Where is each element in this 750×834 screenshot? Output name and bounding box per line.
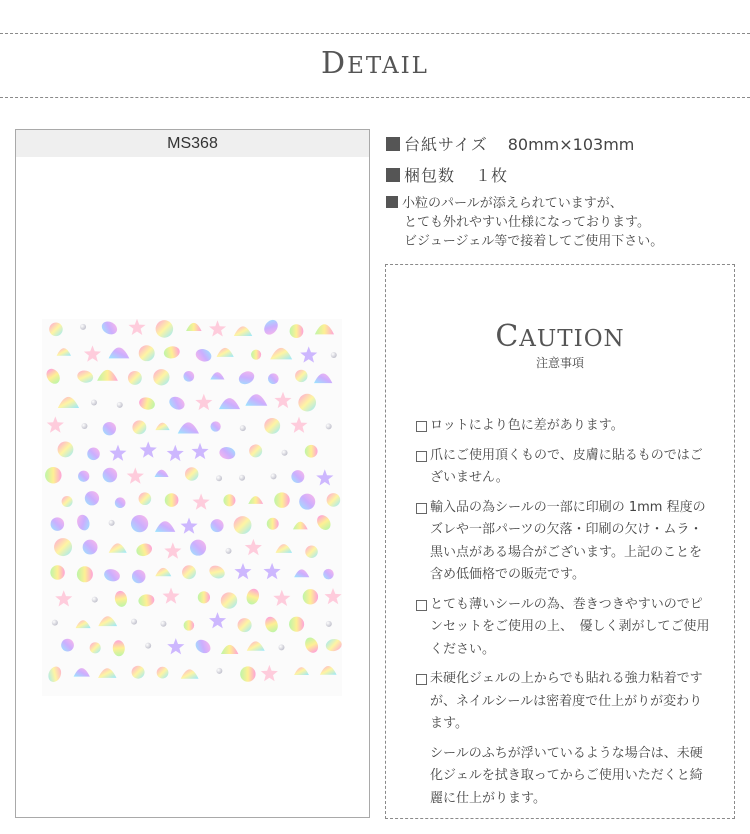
caution-item-text: ロットにより色に差があります。 (430, 418, 624, 433)
pearl-note (386, 194, 663, 251)
caution-item (416, 497, 711, 587)
checkbox-icon (416, 421, 427, 432)
square-bullet-icon (386, 196, 398, 208)
note-line: ビジュージェル等で接着してご使用下さい。 (404, 234, 664, 249)
bottom-divider (0, 97, 750, 98)
product-code: MS368 (16, 130, 369, 157)
square-bullet-icon (386, 168, 400, 182)
spec-size-label: 台紙サイズ (404, 135, 488, 154)
nail-sticker-sheet-image (42, 319, 342, 696)
caution-item (416, 668, 711, 736)
checkbox-icon (416, 503, 427, 514)
section-title-initial: D (321, 46, 348, 81)
checkbox-icon (416, 451, 427, 462)
spec-quantity (386, 163, 507, 186)
product-image-panel (15, 129, 370, 818)
section-title-rest: ETAIL (347, 53, 429, 79)
caution-extra: シールのふちが浮いているような場合は、未硬化ジェルを拭き取ってからご使用いただくと綺麗に仕上がります。 (430, 745, 703, 806)
checkbox-icon (416, 674, 427, 685)
seashell-stickers-illustration (42, 319, 342, 696)
note-line: とても外れやすい仕様になっております。 (404, 215, 650, 230)
caution-subtitle: 注意事項 (535, 356, 584, 370)
spec-quantity-label: 梱包数 (404, 166, 456, 185)
spec-quantity-value: １枚 (475, 166, 508, 185)
caution-box (385, 264, 735, 819)
caution-title-rest: AUTION (519, 326, 625, 352)
caution-list (416, 415, 711, 817)
caution-item (416, 415, 711, 438)
caution-item (416, 594, 711, 662)
caution-item-text: 未硬化ジェルの上からでも貼れる強力粘着ですが、ネイルシールは密着度で仕上がりが変わります。 (430, 671, 703, 731)
spec-size-value: 80mm×103mm (507, 135, 635, 154)
caution-item-text: 爪にご使用頂くもので、皮膚に貼るものではございません。 (430, 447, 703, 485)
note-line: 小粒のパールが添えられていますが、 (402, 196, 623, 211)
caution-title (386, 319, 734, 354)
caution-item (416, 445, 711, 490)
spec-size (386, 132, 634, 155)
caution-title-initial: C (495, 319, 520, 354)
checkbox-icon (416, 600, 427, 611)
caution-item-text: 輸入品の為シールの一部に印刷の 1mm 程度のズレや一部パーツの欠落・印刷の欠け・ムラ・黒い点がある場合がございます。上記のことを含め低価格での販売です。 (430, 499, 706, 582)
caution-item-text: とても薄いシールの為、巻きつきやすいのでピンセットをご使用の上、 優しく剥がしてご使用ください。 (430, 596, 710, 657)
top-divider (0, 33, 750, 34)
section-title (0, 46, 750, 81)
square-bullet-icon (386, 137, 400, 151)
